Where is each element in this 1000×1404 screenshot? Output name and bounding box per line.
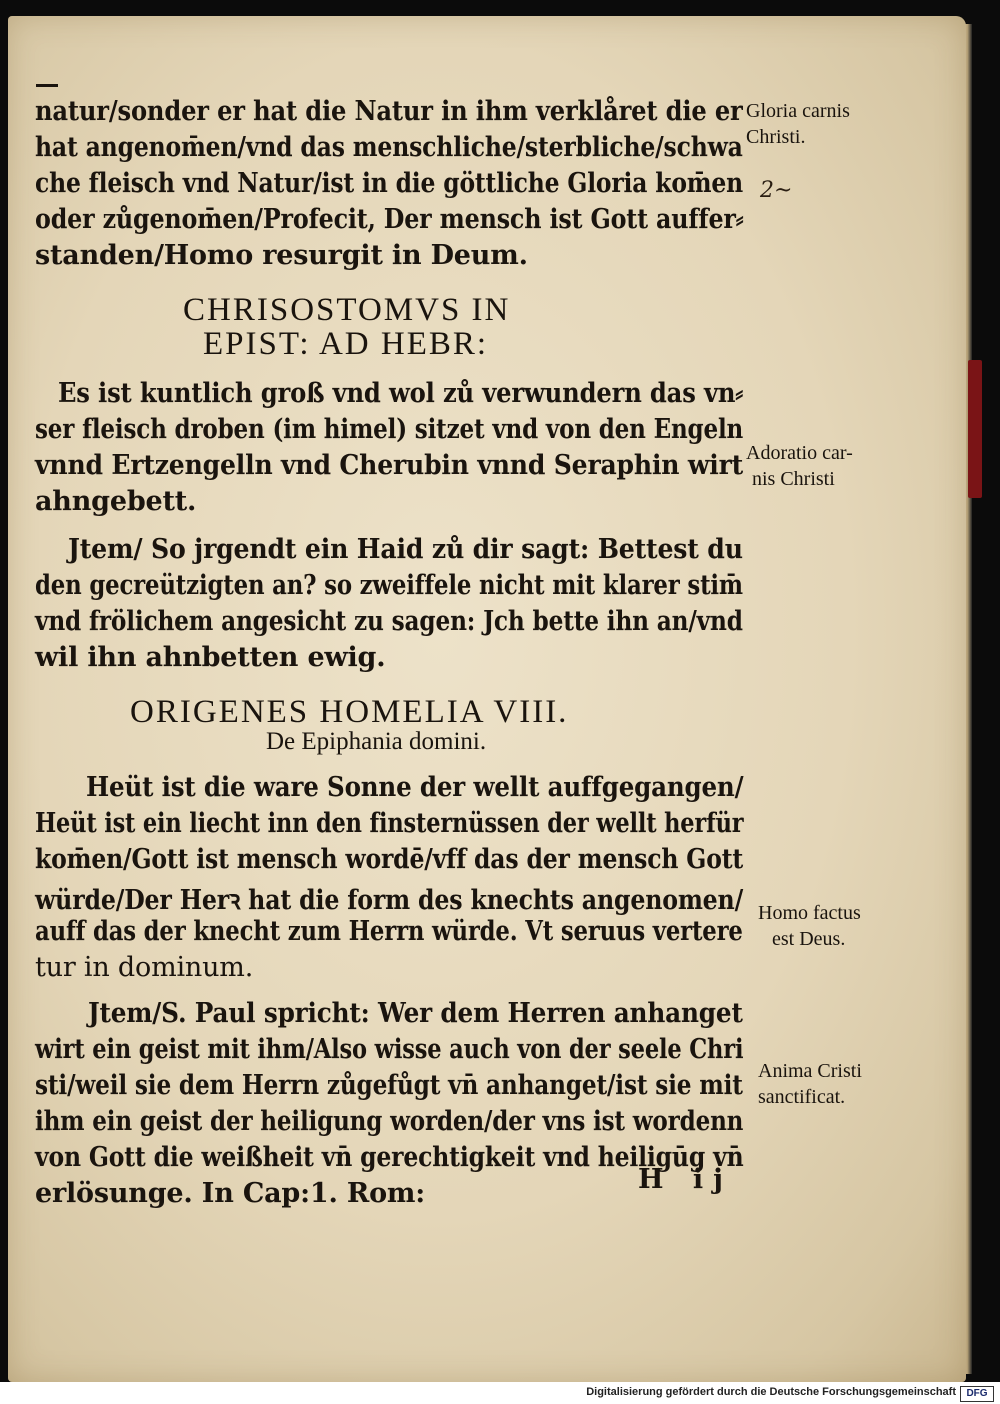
book-page: [8, 16, 966, 1382]
margin-note-line: Homo factus: [758, 902, 861, 924]
text-line: den gecreützigten an? so zweiffele nicht mit klarer stim̄: [35, 570, 743, 601]
text-line: wil ihn ahnbetten ewig.: [35, 642, 386, 673]
section-heading: CHRISOSTOMVS IN: [183, 292, 511, 328]
text-line: erlösunge. In Cap:1. Rom:: [35, 1178, 426, 1209]
text-line: Es ist kuntlich groß vnd wol zů verwundern das vn⸗: [58, 378, 744, 409]
text-line: von Gott die weißheit vn̄ gerechtigkeit vnd heiligūg vn̄: [35, 1142, 744, 1173]
margin-note: [758, 900, 861, 952]
text-line: Heüt ist die ware Sonne der wellt auffgegangen/: [86, 772, 744, 803]
text-line: che fleisch vnd Natur/ist in die göttliche Gloria kom̄en: [35, 168, 744, 199]
margin-note-line: Anima Cristi: [758, 1060, 862, 1082]
handwritten-annotation: 2~: [760, 178, 793, 203]
margin-note-line: Christi.: [746, 126, 806, 148]
ink-mark: [36, 84, 58, 87]
bookmark-tab: [968, 360, 982, 498]
text-line: natur/sonder er hat die Natur in ihm verklåret die er: [35, 96, 743, 127]
text-line: ser fleisch droben (im himel) sitzet vnd von den Engeln: [35, 414, 744, 445]
text-line: vnd frölichem angesicht zu sagen: Jch bette ihn an/vnd: [35, 606, 743, 637]
text-line: standen/Homo resurgit in Deum.: [35, 240, 528, 271]
text-line: Jtem/S. Paul spricht: Wer dem Herren anhanget: [88, 998, 743, 1029]
text-line: hat angenom̄en/vnd das menschliche/sterbliche/schwa: [35, 132, 743, 163]
signature-mark: H ij: [638, 1164, 733, 1195]
text-line: kom̄en/Gott ist mensch wordē/vff das der mensch Gott: [35, 844, 744, 875]
margin-note-line: est Deus.: [772, 928, 846, 950]
margin-note-line: Gloria carnis: [746, 100, 850, 122]
text-line: auff das der knecht zum Herrn würde. Vt seruus vertere: [35, 916, 743, 947]
text-line: vnnd Ertzengelln vnd Cherubin vnnd Seraphin wirt: [35, 450, 744, 481]
footer-bar: [0, 1382, 1000, 1404]
text-line: Heüt ist ein liecht inn den finsternüssen der wellt herfür: [35, 808, 744, 839]
text-line: Jtem/ So jrgendt ein Haid zů dir sagt: Bettest du: [68, 534, 743, 565]
text-line: oder zůgenom̄en/Profecit, Der mensch ist Gott auffer⸗: [35, 204, 744, 235]
text-line: würde/Der Herꝛ hat die form des knechts angenomen/: [35, 885, 744, 916]
section-heading: EPIST: AD HEBR:: [203, 326, 489, 362]
margin-note: [758, 1058, 862, 1110]
text-line: sti/weil sie dem Herrn zůgefůgt vn̄ anhanget/ist sie mit: [35, 1070, 743, 1101]
text-line: ahngebett.: [35, 486, 197, 517]
dfg-logo: DFG: [960, 1386, 994, 1402]
text-line: ihm ein geist der heiligung worden/der vns ist wordenn: [35, 1106, 744, 1137]
text-line: tur in dominum.: [35, 952, 254, 983]
margin-note-line: Adoratio car-: [746, 442, 853, 464]
margin-note: [746, 98, 850, 150]
margin-note-line: nis Christi: [752, 468, 835, 490]
margin-note-line: sanctificat.: [758, 1086, 846, 1108]
section-heading: ORIGENES HOMELIA VIII.: [130, 694, 569, 730]
section-subheading: De Epiphania domini.: [266, 728, 487, 755]
funding-credit: Digitalisierung gefördert durch die Deutsche Forschungsgemeinschaft: [586, 1386, 956, 1398]
margin-note: [746, 440, 853, 492]
text-line: wirt ein geist mit ihm/Also wisse auch von der seele Chri: [35, 1034, 744, 1065]
